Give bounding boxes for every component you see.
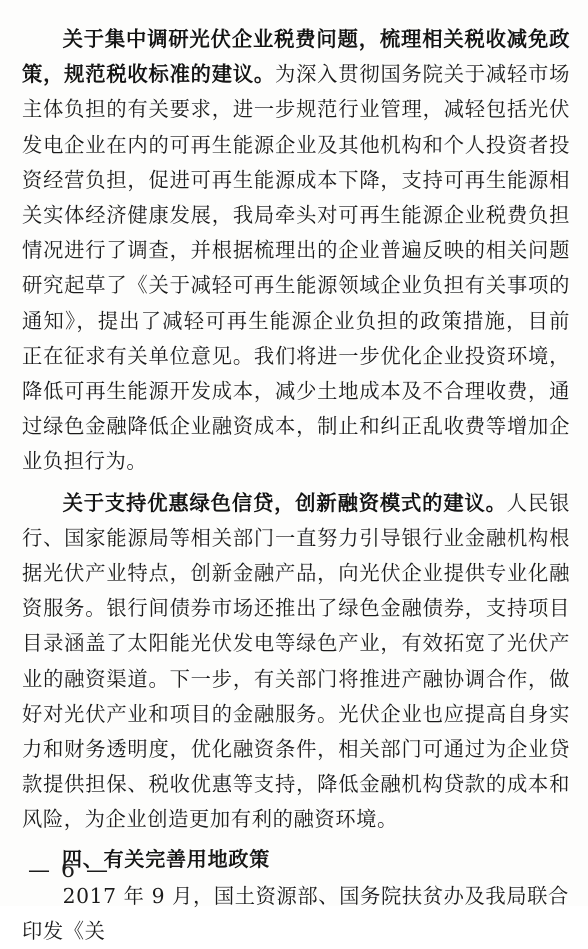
- document-body: [22, 22, 570, 949]
- section-heading: 四、有关完善用地政策: [62, 846, 270, 871]
- paragraph-tax-proposal: [22, 22, 570, 480]
- paragraph-green-credit-proposal: [22, 486, 570, 838]
- paragraph-lead: 关于支持优惠绿色信贷，创新融资模式的建议。: [62, 490, 507, 515]
- page-number: — 6 —: [28, 858, 110, 883]
- paragraph-land-policy-start: 2017 年 9 月，国土资源部、国务院扶贫办及我局联合印发《关: [22, 883, 569, 944]
- paragraph-body: 为深入贯彻国务院关于减轻市场主体负担的有关要求，进一步规范行业管理，减轻包括光伏发电企业在内的可再生能源企业及其他机构和个人投资者投资经营负担，促进可再生能源成本下降，支持可再生能源相关实体经济健康发展，我局牵头对可再生能源企业税费负担情况进行了调查，并根据梳理出的企业普遍反映的相关问题研究起草了《关于减轻可再生能源领域企业负担有关事项的通知》，提出了减轻可再生能源企业负担的政策措施，目前正在征求有关单位意见。我们将进一步优化企业投资环境，降低可再生能源开发成本，减少土地成本及不合理收费，通过绿色金融降低企业融资成本，制止和纠正乱收费等增加企业负担行为。: [22, 62, 570, 474]
- paragraph-body: 人民银行、国家能源局等相关部门一直努力引导银行业金融机构根据光伏产业特点，创新金融产品，向光伏企业提供专业化融资服务。银行间债券市场还推出了绿色金融债券，支持项目目录涵盖了太阳能光伏发电等绿色产业，有效拓宽了光伏产业的融资渠道。下一步，有关部门将推进产融协调合作，做好对光伏产业和项目的金融服务。光伏企业也应提高自身实力和财务透明度，优化融资条件，相关部门可通过为企业贷款提供担保、税收优惠等支持，降低金融机构贷款的成本和风险，为企业创造更加有利的融资环境。: [22, 490, 570, 832]
- paragraph-lead: 关于集中调研光伏企业税费问题，梳理相关税收减免政策，规范税收标准的建议。: [22, 27, 570, 87]
